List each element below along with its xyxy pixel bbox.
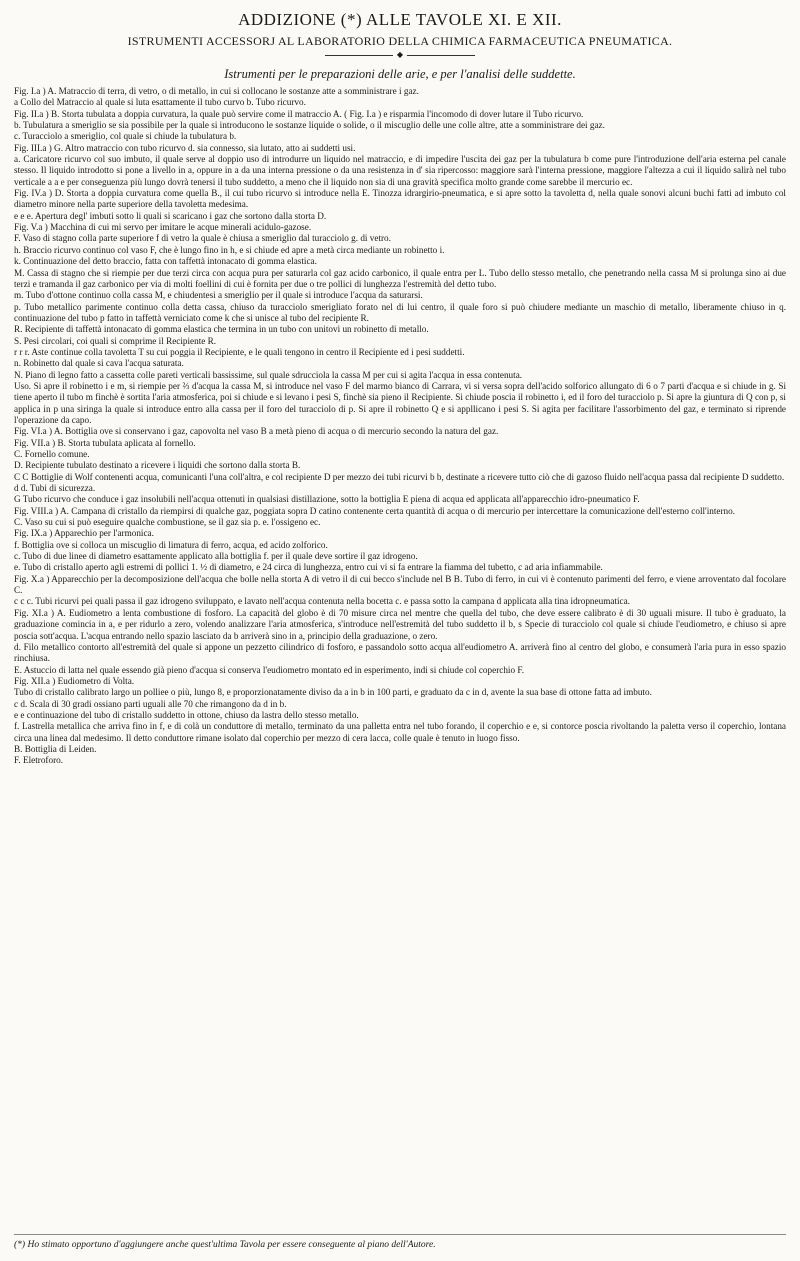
ornament-rule-right xyxy=(407,55,475,56)
description-entry: D. Recipiente tubulato destinato a ricevere i liquidi che sortono dalla storta B. xyxy=(14,460,301,471)
description-entry: r r r. Aste continue colla tavoletta T su cui poggia il Recipiente, e le quali tengono in centro il Recipiente ed i pesi suddetti. xyxy=(14,346,465,357)
description-entry: d d. Tubi di sicurezza. xyxy=(14,483,96,494)
description-entry: e. Tubo di cristallo aperto agli estremi di pollici 1. ½ di diametro, e 24 circa di lunghezza, entro cui vi si fa entrare la fiamma del tubetto, c ad aria infiammabile. xyxy=(14,562,603,573)
footnote: (*) Ho stimato opportuno d'aggiungere anche quest'ultima Tavola per essere conseguente al piano dell'Autore. xyxy=(14,1234,786,1251)
description-entry: S. Pesi circolari, coi quali si comprime il Recipiente R. xyxy=(14,335,217,346)
description-entry: f. Bottiglia ove si colloca un miscuglio di limatura di ferro, acqua, ed acido zolforico. xyxy=(14,539,328,550)
description-entry: Fig. XII.a ) Eudiometro di Volta. xyxy=(14,675,135,686)
description-entry: a Collo del Matraccio al quale si luta esattamente il tubo curvo b. Tubo ricurvo. xyxy=(14,97,306,108)
description-entry: c. Tubo di due linee di diametro esattamente applicato alla bottiglia f. per il quale deve sortire il gaz idrogeno. xyxy=(14,551,418,562)
description-entry: M. Cassa di stagno che si riempie per due terzi circa con acqua pura per saturarla col gaz acido carbonico, il quale entra per L. Tubo dello stesso metallo, che penetrando nella cassa M si prolunga sino ai due terzi e tramanda il gaz carbonico per via di molti foellini di cui è fornita per due o tre pollici di lunghezza l'estremità del detto tubo. xyxy=(14,267,786,289)
description-entry: p. Tubo metallico parimente continuo colla detta cassa, chiuso da turacciolo smerigliato forato nel di lui centro, il quale foro si può chiudere mediante un maschio di metallo, liberamente chiuso in q. continuazione del tubo p fatto in taffettà verniciato come k che si unisce al tubo del recipiente R. xyxy=(14,301,786,323)
description-entry: Fig. XI.a ) A. Eudiometro a lenta combustione di fosforo. La capacità del globo è di 70 misure circa nel mentre che quella del tubo, che deve essere calibrato è di 30 uguali misure. Il tubo è graduato, la graduazione comincia in a, e per ridurlo a zero, volendo analizzare l'aria atmosferica, s'introduce nell'estremità del tubo suddetto il b, s Specie di turacciolo col quale si chiude l'eudiometro, e chiuso si apre poscia sott'acqua. L'acqua entrando nello spazio lasciato da b arriverà sino in a, principio della graduazione, o zero. xyxy=(14,607,786,641)
description-entry: E. Astuccio di latta nel quale essendo già pieno d'acqua si conserva l'eudiometro montato ed in esperimento, indi si chiude col coperchio F. xyxy=(14,664,525,675)
description-entry: Fig. IV.a ) D. Storta a doppia curvatura come quella B., il cui tubo ricurvo si introduce nella E. Tinozza idrargirio-pneumatica, e si apre sotto la tavoletta d, nella quale sonovi alcuni buchi fatti ad imbuto col diametro minore nella parte superiore della tavoletta medesima. xyxy=(14,188,786,210)
description-entry: Fig. I.a ) A. Matraccio di terra, di vetro, o di metallo, in cui si collocano le sostanze atte a somministrare i gaz. xyxy=(14,86,419,96)
description-entry: Fig. VI.a ) A. Bottiglia ove si conservano i gaz, capovolta nel vaso B a metà pieno di acqua o di mercurio secondo la natura del gaz. xyxy=(14,426,499,437)
page-title: ADDIZIONE (*) ALLE TAVOLE XI. E XII. xyxy=(238,10,562,29)
description-entry: Fig. X.a ) Apparecchio per la decomposizione dell'acqua che bolle nella storta A di vetro il di cui becco s'include nel B B. Tubo di ferro, in cui vi è contenuto parimenti del ferro, e viene arroventato dal focolare C. xyxy=(14,573,786,596)
description-entry: Tubo di cristallo calibrato largo un polliee o più, lungo 8, e proporzionatamente diviso da a in b in 100 parti, e graduato da c in d, avente la sua base di ottone fatta ad imbuto. xyxy=(14,687,652,698)
description-entry: c d. Scala di 30 gradi ossiano parti uguali alle 70 che rimangono da d in b. xyxy=(14,698,287,709)
description-entry: B. Bottiglia di Leiden. xyxy=(14,743,97,754)
description-entry: F. Vaso di stagno colla parte superiore f di vetro la quale è chiusa a smeriglio dal turacciolo g. di vetro. xyxy=(14,233,391,244)
description-entry: Fig. V.a ) Macchina di cui mi servo per imitare le acque minerali acidulo-gazose. xyxy=(14,222,312,233)
description-entry: G Tubo ricurvo che conduce i gaz insolubili nell'acqua ottenuti in qualsiasi distillazione, sotto la bottiglia E piena di acqua ed applicata all'apparecchio idro-pneumatico F. xyxy=(14,494,640,505)
ornament-rule-left xyxy=(325,55,393,56)
description-entry: C C Bottiglie di Wolf contenenti acqua, comunicanti l'una coll'altra, e col recipiente D per mezzo dei tubi ricurvi b b, destinate a ricevere tutto ciò che di gazoso fluido nell'acqua passa dal recipiente D suddetto. xyxy=(14,471,785,482)
description-entry: b. Tubulatura a smeriglio se sia possibile per la quale si introducono le sostanze liquide o solide, o il miscuglio delle une colle altre, atte a somministrare dei gaz. xyxy=(14,120,605,131)
description-entry: m. Tubo d'ottone continuo colla cassa M, e chiudentesi a smeriglio per il quale si introduce l'acqua da saturarsi. xyxy=(14,290,423,301)
section-heading: Istrumenti per le preparazioni delle arie, e per l'analisi delle suddette. xyxy=(224,67,576,81)
description-entry: k. Continuazione del detto braccio, fatta con taffettà intonacato di gomma elastica. xyxy=(14,256,317,267)
ornament-diamond-icon: ◆ xyxy=(396,50,404,59)
title-ornament xyxy=(325,51,475,59)
description-entry: n. Robinetto dal quale si cava l'acqua saturata. xyxy=(14,358,184,369)
description-entry: C. Fornello comune. xyxy=(14,449,90,459)
description-entry: Fig. VII.a ) B. Storta tubulata aplicata al fornello. xyxy=(14,437,196,448)
description-entry: c. Turacciolo a smeriglio, col quale si chiude la tubulatura b. xyxy=(14,131,237,142)
description-entry: C. Vaso su cui si può eseguire qualche combustione, se il gaz sia p. e. l'ossigeno ec. xyxy=(14,517,321,528)
description-entry: c c c. Tubi ricurvi pei quali passa il gaz idrogeno sviluppato, e lavato nell'acqua contenuta nella bocetta c. e passa sotto la campana d applicata alla tina idropneumatica. xyxy=(14,596,630,607)
description-entry: a. Caricatore ricurvo col suo imbuto, il quale serve al doppio uso di introdurre un liquido nel matraccio, e di impedire l'uscita dei gaz per la tubulatura b come pure l'introduzione dell'aria esterna pel canale stesso. Il liquido introdotto si pone a livello in a, oppure in a da una interna pressione o da una resistenza in d' sia ripercosso: maggiore sarà l'interna pressione, maggiore l'altezza a cui il liquido salirà nel tubo verticale a a e per conseguenza più lungo dovrà tenersi il tubo suddetto, a meno che il liquido non sia di una gravità specifica molto grande come sarebbe il mercurio ec. xyxy=(14,154,786,187)
description-entry: h. Braccio ricurvo continuo col vaso F, che è lungo fino in h, e si chiude ed apre a metà circa mediante un robinetto i. xyxy=(14,244,445,255)
description-entry: Fig. III.a ) G. Altro matraccio con tubo ricurvo d. sia connesso, sia lutato, atto ai suddetti usi. xyxy=(14,142,356,153)
description-entry: Fig. II.a ) B. Storta tubulata a doppia curvatura, la quale può servire come il matraccio A. ( Fig. I.a ) e risparmia l'incomodo di dover lutare il Tubo ricurvo. xyxy=(14,108,584,119)
page-subtitle: ISTRUMENTI ACCESSORJ AL LABORATORIO DELLA CHIMICA FARMACEUTICA PNEUMATICA. xyxy=(127,34,673,48)
description-entry: N. Piano di legno fatto a cassetta colle pareti verticali bassissime, sul quale sdrucciola la cassa M per cui si agita l'acqua in essa contenuta. xyxy=(14,369,523,380)
description-entry: e e continuazione del tubo di cristallo suddetto in ottone, chiuso da lastra dello stesso metallo. xyxy=(14,709,359,720)
description-entry: F. Eletroforo. xyxy=(14,755,64,766)
description-entry: R. Recipiente di taffettà intonacato di gomma elastica che termina in un tubo con unitovi un robinetto di metallo. xyxy=(14,324,429,335)
description-entry: f. Lastrella metallica che arriva fino in f, e di colà un conduttore di metallo, terminato da una palletta entra nel tubo forando, il coperchio e e, si contorce poscia rivoltando la paletta verso il coperchio, lontana circa una linea dal medesimo. Il detto conduttore rimane isolato dal coperchio per mezzo di cera lacca, colle quale è tenuto in luogo fisso. xyxy=(14,721,786,743)
description-entry: Fig. VIII.a ) A. Campana di cristallo da riempirsi di qualche gaz, poggiata sopra D catino contenente certa quantità di acqua o di mercurio per intercettare la comunicazione dell'esterno coll'interno. xyxy=(14,505,736,516)
description-entry: e e e. Apertura degl' imbuti sotto li quali si scaricano i gaz che sortono dalla storta D. xyxy=(14,210,327,221)
description-entry: Fig. IX.a ) Apparechio per l'armonica. xyxy=(14,528,154,539)
plate-description-text xyxy=(14,86,786,767)
description-entry: d. Filo metallico contorto all'estremità del quale si appone un pezzetto cilindrico di fosforo, e passandolo sotto acqua all'eudiometro A. arriverà fino al centro del globo, e consumerà l'aria pura in esso spazio rinchiusa. xyxy=(14,641,786,664)
description-entry: Uso. Si apre il robinetto i e m, si riempie per ⅔ d'acqua la cassa M, si introduce nel vaso F del marmo bianco di Carrara, vi si versa sopra dell'acido solforico allungato di 6 o 7 parti d'acqua e si chiude in g. Si tiene aperto il tubo m finchè è sortita l'aria atmosferica, poi si chiude e si levano i pesi S, finchè sia pieno il Recipiente. Si chiude poscia il robinetto i, ed il foro del turacciolo p. Si apre la giuntura di Q con p, si applica in p una siringa la quale si introduce entro alla cassa per il foro del turacciolo di p. Si apre il robinetto Q e si appllicano i pesi S. Si agita per facilitare l'assorbimento del gaz, e terminato si riprende l'operazione da capo. xyxy=(14,380,786,425)
